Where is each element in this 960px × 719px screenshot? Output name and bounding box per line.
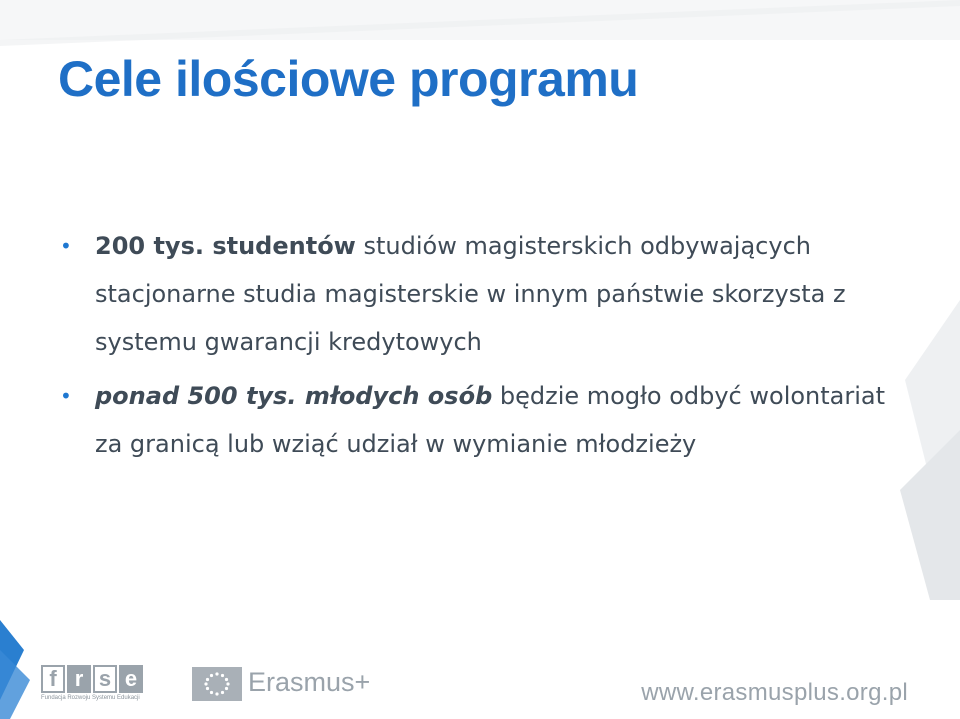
website-url: www.erasmusplus.org.pl: [641, 679, 908, 706]
erasmus-logo-text: Erasmus+: [248, 667, 371, 697]
bullet-dot-icon: •: [60, 234, 72, 258]
frse-caption: Fundacja Rozwoju Systemu Edukacji: [41, 695, 140, 701]
frse-letter: f: [41, 665, 65, 693]
bullet-1-bold: 200 tys. studentów: [95, 232, 356, 260]
slide-title: Cele ilościowe programu: [58, 51, 639, 107]
footer: [0, 650, 960, 719]
frse-letter: r: [67, 665, 91, 693]
bullet-list: [60, 222, 900, 474]
bullet-2-bold: ponad 500 tys. młodych osób: [95, 382, 493, 410]
eu-flag-icon: [192, 667, 242, 701]
bullet-1-text: studiów magisterskich odbywających stacjonarne studia magisterskie w innym państwie skorzysta z systemu gwarancji kredytowych: [95, 232, 846, 356]
frse-logo-icon: [41, 665, 144, 707]
frse-letter: s: [93, 665, 117, 693]
bullet-dot-icon: •: [60, 384, 72, 408]
bullet-item: [60, 222, 900, 366]
bullet-2-text: będzie mogło odbyć wolontariat za granicą lub wziąć udział w wymianie młodzieży: [95, 382, 886, 458]
bullet-item: [60, 372, 900, 468]
frse-letter: e: [119, 665, 143, 693]
frse-letters: [41, 665, 143, 693]
